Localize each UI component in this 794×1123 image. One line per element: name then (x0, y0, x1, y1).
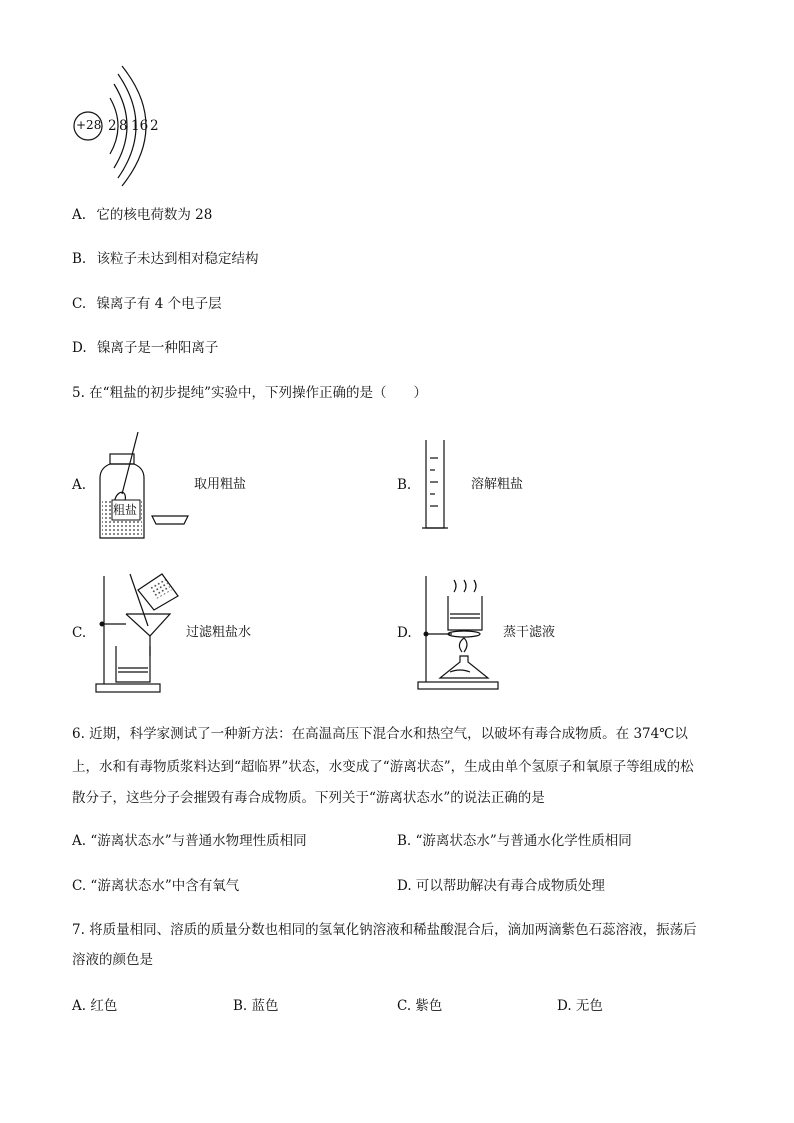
q4-option-b[interactable] (72, 251, 259, 267)
q6-option-b[interactable]: B. “游离状态水”与普通水化学性质相同 (397, 833, 632, 849)
q4-option-c[interactable] (72, 296, 222, 312)
q7-stem-line-2: 溶液的颜色是 (72, 952, 153, 968)
option-letter: A. (72, 207, 87, 223)
graduated-cylinder-illustration (418, 438, 458, 538)
q5-option-d-caption: 蒸干滤液 (503, 625, 556, 640)
nucleus-charge: +28 (76, 118, 102, 132)
q5-option-d-letter[interactable]: D. (397, 625, 412, 641)
q7-option-d[interactable]: D. 无色 (557, 998, 603, 1014)
q5-option-a-caption: 取用粗盐 (194, 477, 247, 492)
shell-electrons-1: 2 (108, 118, 117, 134)
option-letter: D. (72, 340, 87, 356)
q7-option-c[interactable]: C. 紫色 (397, 998, 443, 1014)
q6-stem-line-2: 上，水和有毒物质浆料达到“超临界”状态，水变成了“游离状态”，生成由单个氢原子和氧原子等组成的松 (72, 759, 694, 775)
shell-electrons-4: 2 (150, 118, 159, 134)
q5-option-c-letter[interactable]: C. (72, 625, 87, 641)
shell-electrons-3: 16 (131, 118, 149, 134)
q7-option-a[interactable]: A. 红色 (72, 998, 118, 1014)
q5-option-b-letter[interactable]: B. (397, 477, 412, 493)
q7-option-b[interactable]: B. 蓝色 (233, 998, 279, 1014)
option-text: 它的核电荷数为 28 (96, 207, 213, 223)
q5-option-c-caption: 过滤粗盐水 (186, 625, 252, 640)
option-text: 镍离子有 4 个电子层 (96, 296, 222, 312)
q6-option-c[interactable]: C. “游离状态水”中含有氧气 (72, 878, 240, 894)
option-letter: B. (72, 251, 87, 267)
option-text: 镍离子是一种阳离子 (96, 340, 219, 356)
reagent-bottle-spoon-illustration (92, 428, 202, 548)
q6-option-d[interactable]: D. 可以帮助解决有毒合成物质处理 (397, 878, 605, 894)
q5-option-b-caption: 溶解粗盐 (471, 477, 524, 492)
shell-electrons-2: 8 (119, 118, 128, 134)
q7-stem-line-1: 7. 将质量相同、溶质的质量分数也相同的氢氧化钠溶液和稀盐酸混合后，滴加两滴紫色石蕊溶液，振荡后 (72, 922, 697, 938)
q6-option-a[interactable]: A. “游离状态水”与普通水物理性质相同 (72, 833, 307, 849)
filtration-apparatus-illustration (92, 570, 192, 695)
option-letter: C. (72, 296, 87, 312)
evaporation-apparatus-illustration (416, 572, 506, 692)
q6-stem-line-1: 6. 近期，科学家测试了一种新方法：在高温高压下混合水和热空气，以破坏有毒合成物质。在 374℃以 (72, 726, 688, 742)
bottle-label: 粗盐 (113, 503, 138, 517)
q4-option-a[interactable] (72, 207, 212, 223)
q6-stem-line-3: 散分子，这些分子会摧毁有毒合成物质。下列关于“游离状态水”的说法正确的是 (72, 790, 545, 806)
option-text: 该粒子未达到相对稳定结构 (96, 251, 259, 267)
q4-option-d[interactable] (72, 340, 218, 356)
q5-stem: 5. 在“粗盐的初步提纯”实验中，下列操作正确的是（ ） (72, 385, 427, 401)
q5-option-a-letter[interactable]: A. (72, 477, 87, 493)
